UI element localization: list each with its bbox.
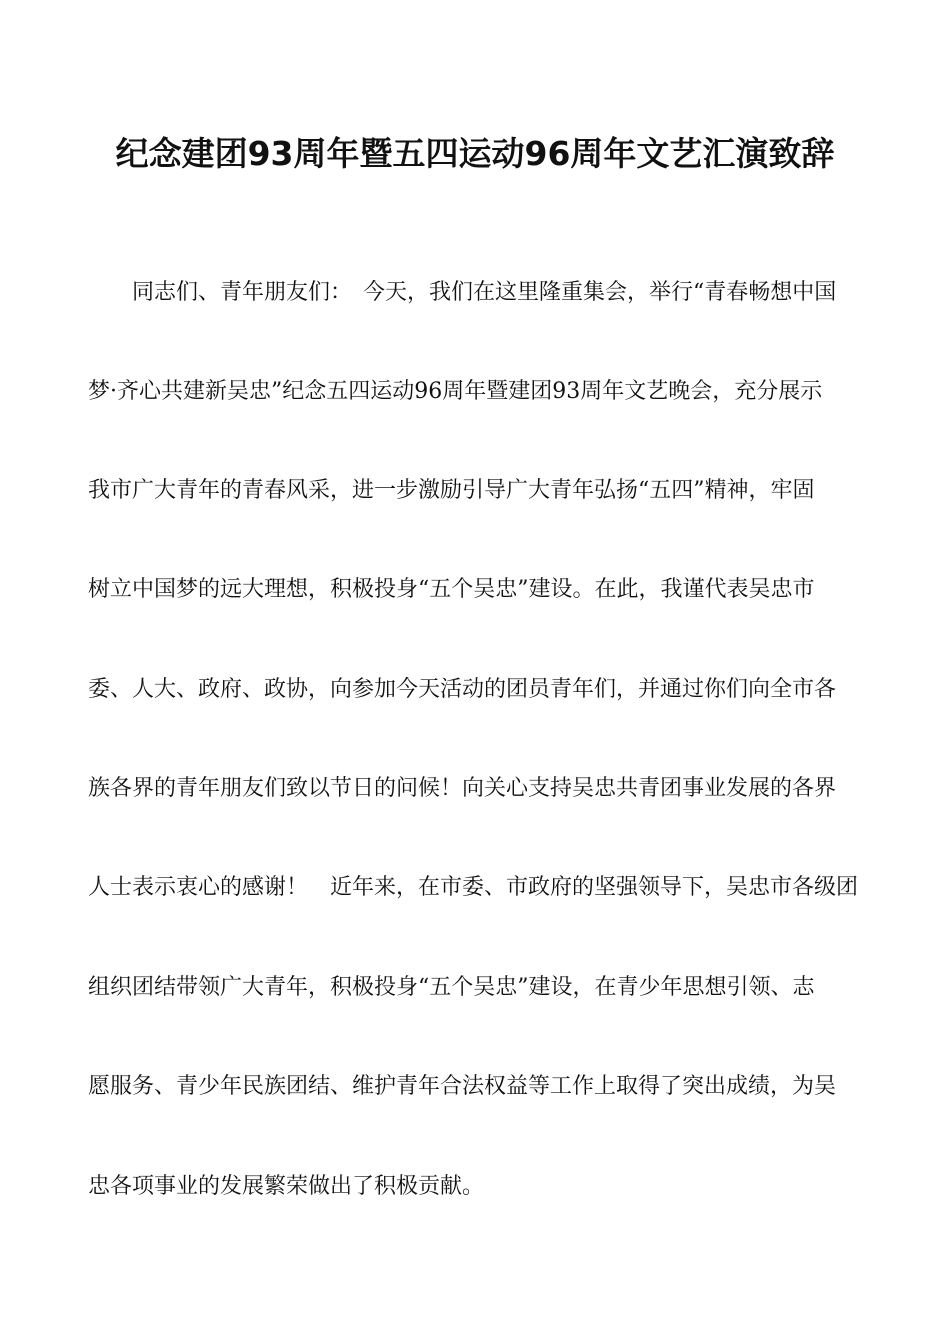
body-line-3: 我市广大青年的青春风采，进一步激励引导广大青年弘扬“五四”精神，牢固 bbox=[88, 478, 815, 503]
body-line-6: 族各界的青年朋友们致以节日的问候！向关心支持吴忠共青团事业发展的各界 bbox=[88, 776, 837, 801]
body-line-9: 愿服务、青少年民族团结、维护青年合法权益等工作上取得了突出成绩，为吴 bbox=[88, 1074, 837, 1099]
body-line-1: 同志们、青年朋友们： 今天，我们在这里隆重集会，举行“青春畅想中国 bbox=[132, 280, 837, 305]
body-line-7: 人士表示衷心的感谢！ 近年来，在市委、市政府的坚强领导下，吴忠市各级团 bbox=[88, 875, 859, 900]
body-line-8: 组织团结带领广大青年，积极投身“五个吴忠”建设，在青少年思想引领、志 bbox=[88, 975, 815, 1000]
body-line-4: 树立中国梦的远大理想，积极投身“五个吴忠”建设。在此，我谨代表吴忠市 bbox=[88, 577, 815, 602]
body-line-10: 忠各项事业的发展繁荣做出了积极贡献。 bbox=[88, 1174, 485, 1199]
body-line-2: 梦·齐心共建新吴忠”纪念五四运动96周年暨建团93周年文艺晚会，充分展示 bbox=[88, 379, 823, 404]
body-line-5: 委、人大、政府、政协，向参加今天活动的团员青年们，并通过你们向全市各 bbox=[88, 677, 837, 702]
document-title: 纪念建团93周年暨五四运动96周年文艺汇演致辞 bbox=[115, 134, 835, 173]
